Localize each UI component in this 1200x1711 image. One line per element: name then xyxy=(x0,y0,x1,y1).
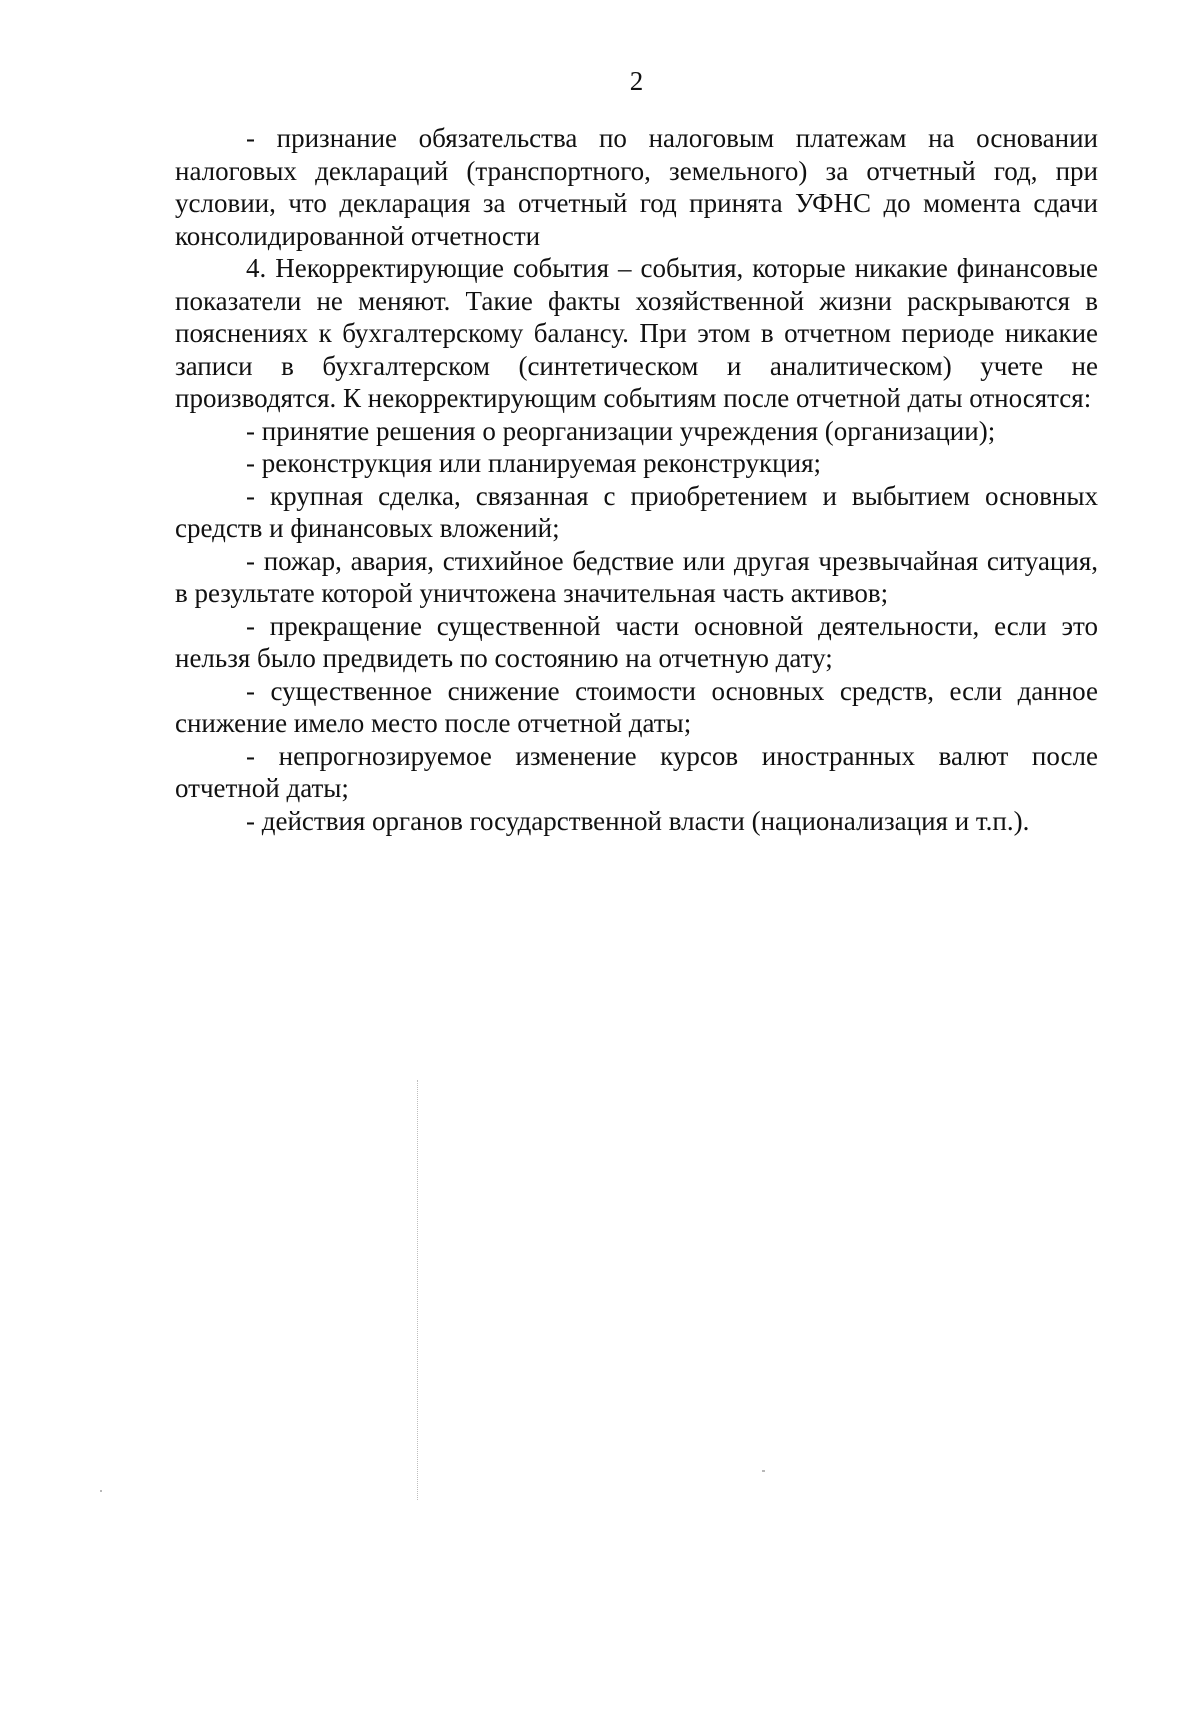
list-item-government-action: - действия органов государственной власти (национализация и т.п.). xyxy=(246,805,1030,836)
page-number: 2 xyxy=(629,66,644,96)
list-item-discontinuation: - прекращение существенной части основной деятельности, если это нельзя было предвидеть по состоянию на отчетную дату; xyxy=(175,610,1098,673)
document-body xyxy=(175,122,1098,837)
paragraph-tax-obligation: - признание обязательства по налоговым платежам на основании налоговых деклараций (транспортного, земельного) за отчетный год, при условии, что декларация за отчетный год принята УФНС до момента сдачи консолидированной отчетности xyxy=(175,123,1098,251)
scan-artifact-line xyxy=(417,1080,419,1500)
list-item-currency-change: - непрогнозируемое изменение курсов иностранных валют после отчетной даты; xyxy=(175,740,1098,803)
list-item-emergency: - пожар, авария, стихийное бедствие или другая чрезвычайная ситуация, в результате которой уничтожена значительная часть активов; xyxy=(175,545,1098,608)
paragraph-non-adjusting-events: 4. Некорректирующие события – события, которые никакие финансовые показатели не меняют. Такие факты хозяйственной жизни раскрываются в пояснениях к бухгалтерскому балансу. При этом в отчетном периоде никакие записи в бухгалтерском (синтетическом и аналитическом) учете не производятся. К некорректирующим событиям после отчетной даты относятся: xyxy=(175,253,1098,413)
list-item-asset-impairment: - существенное снижение стоимости основных средств, если данное снижение имело место после отчетной даты; xyxy=(175,675,1098,738)
scan-artifact-dot xyxy=(100,1490,102,1492)
scan-artifact-dot xyxy=(762,1470,765,1472)
list-item-major-transaction: - крупная сделка, связанная с приобретением и выбытием основных средств и финансовых вложений; xyxy=(175,480,1098,543)
list-item-reconstruction: - реконструкция или планируемая реконструкция; xyxy=(246,448,821,478)
list-item-reorganization: - принятие решения о реорганизации учреждения (организации); xyxy=(246,415,996,446)
